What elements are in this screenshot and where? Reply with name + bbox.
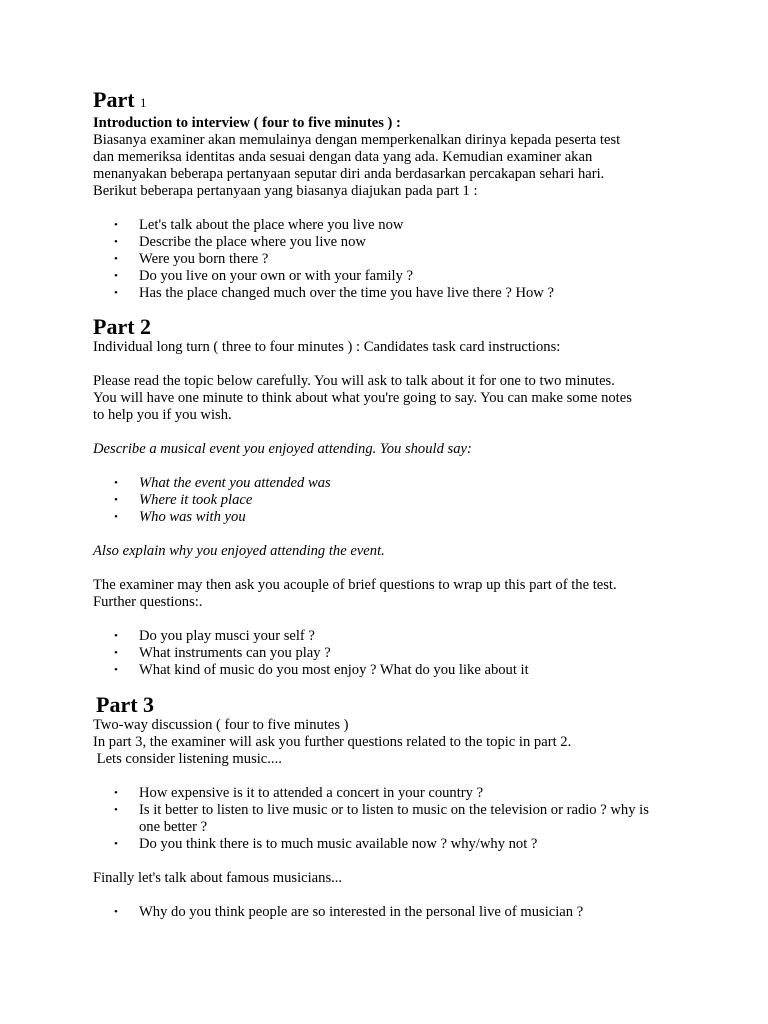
list-item: • Where it took place — [93, 492, 738, 509]
part1-subtitle: Introduction to interview ( four to five minutes ) : — [93, 115, 401, 131]
part3-intro-line: Lets consider listening music.... — [93, 751, 282, 767]
list-item: • What the event you attended was — [93, 475, 738, 492]
list-item: • Were you born there ? — [93, 251, 738, 268]
part2-task-list — [93, 475, 738, 526]
part3-heading: Part 3 — [96, 692, 155, 717]
part3-question-list — [93, 785, 738, 853]
list-item: • Let's talk about the place where you live now — [93, 217, 738, 234]
part1-question-list — [93, 217, 738, 302]
part1-intro-line: Berikut beberapa pertanyaan yang biasanya diajukan pada part 1 : — [93, 183, 478, 199]
list-item: • Do you play musci your self ? — [93, 628, 738, 645]
list-item: • What instruments can you play ? — [93, 645, 738, 662]
part1-intro-line: Biasanya examiner akan memulainya dengan memperkenalkan dirinya kepada peserta test — [93, 132, 621, 148]
part3-intro-line: In part 3, the examiner will ask you further questions related to the topic in part 2. — [93, 734, 572, 750]
part2-further-list — [93, 628, 738, 679]
part2-subtitle: Individual long turn ( three to four minutes ) : Candidates task card instructions: — [93, 339, 561, 355]
list-item: • Has the place changed much over the time you have live there ? How ? — [93, 285, 738, 302]
list-item: • Is it better to listen to live music or to listen to music on the television or radio ? why is one better ? — [93, 802, 738, 836]
part1-title: Part — [93, 87, 141, 112]
part2-instruction-line: You will have one minute to think about what you're going to say. You can make some notes — [93, 390, 632, 406]
part1-title-number: 1 — [140, 95, 147, 110]
list-item: • How expensive is it to attended a concert in your country ? — [93, 785, 738, 802]
part2-task: Describe a musical event you enjoyed attending. You should say: — [93, 441, 472, 457]
part2-also: Also explain why you enjoyed attending the event. — [93, 543, 385, 559]
part2-examiner-note: The examiner may then ask you acouple of brief questions to wrap up this part of the test. — [93, 577, 617, 593]
part2-further-label: Further questions:. — [93, 594, 203, 610]
part2-heading: Part 2 — [93, 314, 152, 339]
list-item: • Do you live on your own or with your family ? — [93, 268, 738, 285]
part1-heading — [93, 88, 738, 115]
list-item: • Why do you think people are so interested in the personal live of musician ? — [93, 904, 738, 921]
part1-intro-line: menanyakan beberapa pertanyaan seputar diri anda berdasarkan percakapan sehari hari. — [93, 166, 605, 182]
list-item: • Describe the place where you live now — [93, 234, 738, 251]
part3-subtitle: Two-way discussion ( four to five minutes ) — [93, 717, 349, 733]
list-item: • What kind of music do you most enjoy ? What do you like about it — [93, 662, 738, 679]
part3-finally: Finally let's talk about famous musicians... — [93, 870, 343, 886]
part2-section — [93, 315, 738, 679]
part1-section — [93, 88, 738, 302]
list-item: • Do you think there is to much music available now ? why/why not ? — [93, 836, 738, 853]
list-item: • Who was with you — [93, 509, 738, 526]
part2-instruction-line: to help you if you wish. — [93, 407, 232, 423]
part3-final-list — [93, 904, 738, 921]
part1-intro-line: dan memeriksa identitas anda sesuai dengan data yang ada. Kemudian examiner akan — [93, 149, 593, 165]
part2-instruction-line: Please read the topic below carefully. You will ask to talk about it for one to two minutes. — [93, 373, 615, 389]
part3-section — [93, 693, 738, 921]
